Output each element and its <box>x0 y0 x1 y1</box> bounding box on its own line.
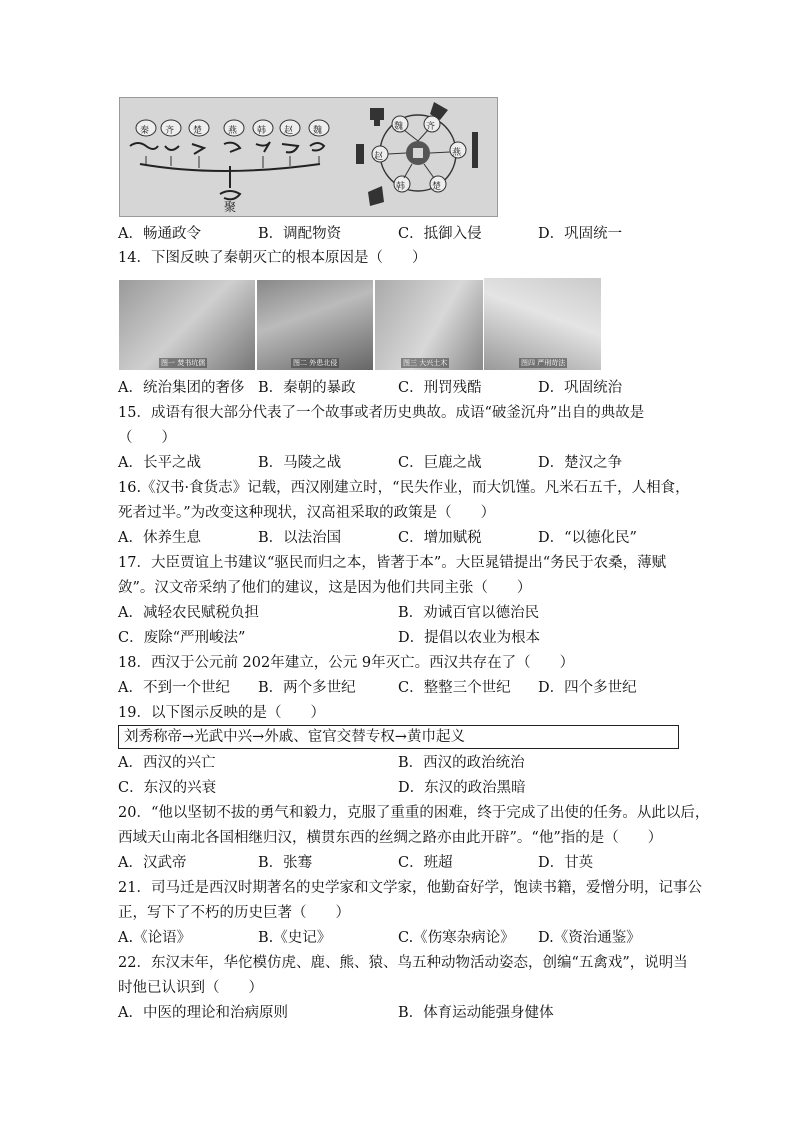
state-label: 燕 <box>228 126 238 136</box>
q14-option-a: A．统治集团的奢侈 <box>118 380 245 396</box>
q21-option-c: C.《伤寒杂病论》 <box>398 930 515 946</box>
q18-option-a: A．不到一个世纪 <box>118 680 230 696</box>
state-label: 秦 <box>140 126 150 136</box>
q16-option-a: A．休养生息 <box>118 530 201 546</box>
q15-option-c: C．巨鹿之战 <box>398 455 482 471</box>
unified-glyph: 聚 <box>224 200 237 214</box>
q16-option-b: B．以法治国 <box>258 530 342 546</box>
q21-option-a: A.《论语》 <box>118 930 192 946</box>
q16-option-d: D．“以德化民” <box>538 530 637 546</box>
state-label: 楚 <box>193 126 203 136</box>
image-3 <box>375 280 483 370</box>
q19-option-b: B．西汉的政治统治 <box>398 755 525 771</box>
q13-option-a: A．畅通政令 <box>118 226 201 242</box>
q18-option-c: C．整整三个世纪 <box>398 680 511 696</box>
q22-option-b: B．体育运动能强身健体 <box>398 1005 554 1021</box>
q14-option-d: D．巩固统治 <box>538 380 623 396</box>
q22-option-a: A．中医的理论和治病原则 <box>118 1005 288 1021</box>
q14-option-c: C．刑罚残酷 <box>398 380 482 396</box>
q19-option-a: A．西汉的兴亡 <box>118 755 216 771</box>
q22-stem-line1: 22．东汉末年，华佗模仿虎、鹿、熊、猿、鸟五种动物活动姿态，创编“五禽戏”，说明当 <box>118 955 688 971</box>
q17-stem-line1: 17．大臣贾谊上书建议“驱民而归之本，皆著于本”。大臣晁错提出“务民于农桑，薄赋 <box>118 555 667 571</box>
unification-diagram <box>119 97 498 217</box>
image-2-caption: 图二 外患北侵 <box>293 359 338 367</box>
q15-option-a: A．长平之战 <box>118 455 201 471</box>
q20-stem-line1: 20．“他以坚韧不拔的勇气和毅力，克服了重重的困难，终于完成了出使的任务。从此以后， <box>118 805 710 821</box>
image-4-caption: 图四 严刑苛法 <box>521 359 566 367</box>
q16-stem-line2: 死者过半。”为改变这种现状，汉高祖采取的政策是（ ） <box>118 505 496 521</box>
state-label: 楚 <box>432 182 442 192</box>
q20-option-c: C．班超 <box>398 855 453 871</box>
q17-option-b: B．劝诫百官以德治民 <box>398 605 540 621</box>
state-label: 赵 <box>374 152 384 162</box>
state-label: 齐 <box>426 122 436 132</box>
unification-diagram-drawing <box>120 98 497 216</box>
q17-option-c: C．废除“严刑峻法” <box>118 630 246 646</box>
state-label: 齐 <box>165 126 175 136</box>
q18-option-b: B．两个多世纪 <box>258 680 356 696</box>
q18-stem: 18．西汉于公元前 202年建立，公元 9年灭亡。西汉共存在了（ ） <box>118 655 575 671</box>
q20-option-a: A．汉武帝 <box>118 855 187 871</box>
q21-stem-line1: 21．司马迁是西汉时期著名的史学家和文学家，他勤奋好学，饱读书籍，爱憎分明，记事公 <box>118 880 702 896</box>
q20-option-b: B．张骞 <box>258 855 313 871</box>
state-label: 魏 <box>313 126 323 136</box>
q21-option-b: B.《史记》 <box>258 930 332 946</box>
state-label: 魏 <box>394 122 404 132</box>
q13-option-c: C．抵御入侵 <box>398 226 482 242</box>
q16-option-c: C．增加赋税 <box>398 530 482 546</box>
q13-option-b: B．调配物资 <box>258 226 342 242</box>
image-3-caption: 图三 大兴土木 <box>403 359 448 367</box>
q16-stem-line1: 16.《汉书·食货志》记载，西汉刚建立时，“民失作业，而大饥馑。凡米石五千，人相食， <box>118 480 690 496</box>
q15-option-b: B．马陵之战 <box>258 455 342 471</box>
state-label: 燕 <box>452 148 462 158</box>
q19-option-d: D．东汉的政治黑暗 <box>398 780 526 796</box>
q22-stem-line2: 时他已认识到（ ） <box>118 980 263 996</box>
state-label: 韩 <box>257 126 267 136</box>
image-1-caption: 图一 焚书坑儒 <box>161 359 206 367</box>
q21-stem-line2: 正，写下了不朽的历史巨著（ ） <box>118 905 350 921</box>
image-4 <box>484 278 601 370</box>
q15-stem-line2: （ ） <box>118 430 176 446</box>
q14-stem: 14．下图反映了秦朝灭亡的根本原因是（ ） <box>118 250 427 266</box>
image-2 <box>257 280 373 370</box>
state-label: 韩 <box>396 182 406 192</box>
q19-stem: 19．以下图示反映的是（ ） <box>118 705 325 721</box>
q19-flow-box <box>118 725 679 749</box>
q13-option-d: D．巩固统一 <box>538 226 623 242</box>
q15-stem-line1: 15．成语有很大部分代表了一个故事或者历史典故。成语“破釜沉舟”出自的典故是 <box>118 405 645 421</box>
q20-option-d: D．甘英 <box>538 855 594 871</box>
image-1 <box>119 280 255 370</box>
qin-collapse-images <box>119 278 601 372</box>
state-label: 赵 <box>284 126 294 136</box>
q21-option-d: D.《资治通鉴》 <box>538 930 641 946</box>
q14-option-b: B．秦朝的暴政 <box>258 380 356 396</box>
q19-option-c: C．东汉的兴衰 <box>118 780 217 796</box>
q17-stem-line2: 敛”。汉文帝采纳了他们的建议，这是因为他们共同主张（ ） <box>118 580 532 596</box>
q15-option-d: D．楚汉之争 <box>538 455 623 471</box>
q19-flow-text: 刘秀称帝→光武中兴→外戚、宦官交替专权→黄巾起义 <box>124 729 465 745</box>
q17-option-a: A．减轻农民赋税负担 <box>118 605 259 621</box>
q17-option-d: D．提倡以农业为根本 <box>398 630 541 646</box>
q20-stem-line2: 西域天山南北各国相继归汉，横贯东西的丝绸之路亦由此开辟”。“他”指的是（ ） <box>118 830 663 846</box>
q18-option-d: D．四个多世纪 <box>538 680 637 696</box>
